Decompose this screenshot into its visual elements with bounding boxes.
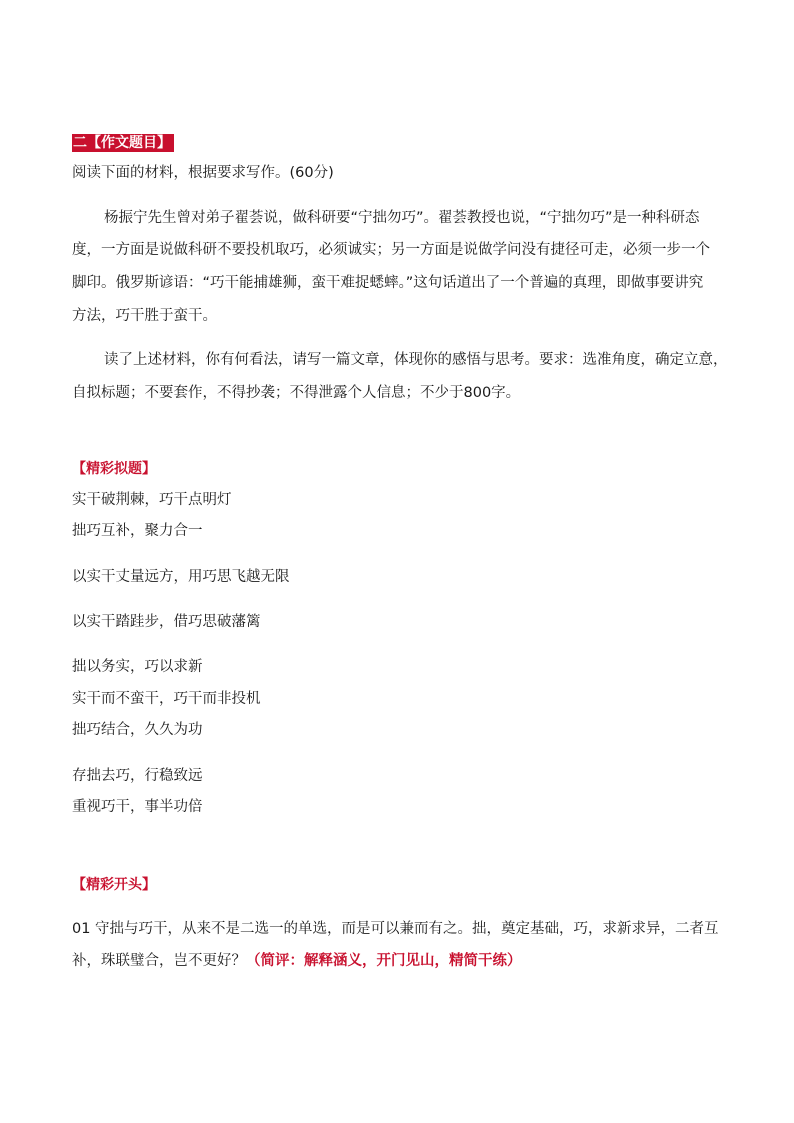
title-item: 拙以务实，巧以求新 xyxy=(72,659,203,675)
title-item: 以实干踏跬步，借巧思破藩篱 xyxy=(72,614,261,630)
title-item: 实干破荆棘，巧干点明灯 xyxy=(72,492,232,508)
title-item: 拙巧结合，久久为功 xyxy=(72,722,203,738)
opening-text: 补，珠联璧合，岂不更好？ xyxy=(72,953,246,969)
opening-paragraph-line: 01 守拙与巧干，从来不是二选一的单选，而是可以兼而有之。拙，奠定基础，巧，求新求异，二者互 xyxy=(72,921,719,937)
material-paragraph-line: 脚印。俄罗斯谚语：“巧干能捕雄狮，蛮干难捉蟋蟀。”这句话道出了一个普遍的真理，即做事要讲究 xyxy=(72,275,704,291)
title-item: 实干而不蛮干，巧干而非投机 xyxy=(72,691,261,707)
title-item: 存拙去巧，行稳致远 xyxy=(72,768,203,784)
requirement-paragraph-line: 读了上述材料，你有何看法，请写一篇文章，体现你的感悟与思考。要求：选准角度，确定立意， xyxy=(104,352,728,368)
titles-section-heading: 【精彩拟题】 xyxy=(72,461,156,477)
material-paragraph-line: 度，一方面是说做科研不要投机取巧，必须诚实；另一方面是说做学问没有捷径可走，必须一步一个 xyxy=(72,242,710,258)
openings-section-heading: 【精彩开头】 xyxy=(72,877,156,893)
title-item: 拙巧互补，聚力合一 xyxy=(72,523,203,539)
material-paragraph-line: 方法，巧干胜于蛮干。 xyxy=(72,308,217,324)
essay-topic-heading: 二【作文题目】 xyxy=(72,134,174,152)
opening-comment: （简评：解释涵义，开门见山，精简干练） xyxy=(246,953,522,969)
requirement-paragraph-line: 自拟标题；不要套作，不得抄袭；不得泄露个人信息；不少于800字。 xyxy=(72,385,521,401)
title-item: 重视巧干，事半功倍 xyxy=(72,799,203,815)
material-paragraph-line: 杨振宁先生曾对弟子翟荟说，做科研要“宁拙勿巧”。翟荟教授也说，“宁拙勿巧”是一种科研态 xyxy=(104,210,700,226)
instruction-line: 阅读下面的材料，根据要求写作。(60分) xyxy=(72,165,334,181)
opening-paragraph-line xyxy=(72,952,522,970)
title-item: 以实干丈量远方，用巧思飞越无限 xyxy=(72,569,290,585)
